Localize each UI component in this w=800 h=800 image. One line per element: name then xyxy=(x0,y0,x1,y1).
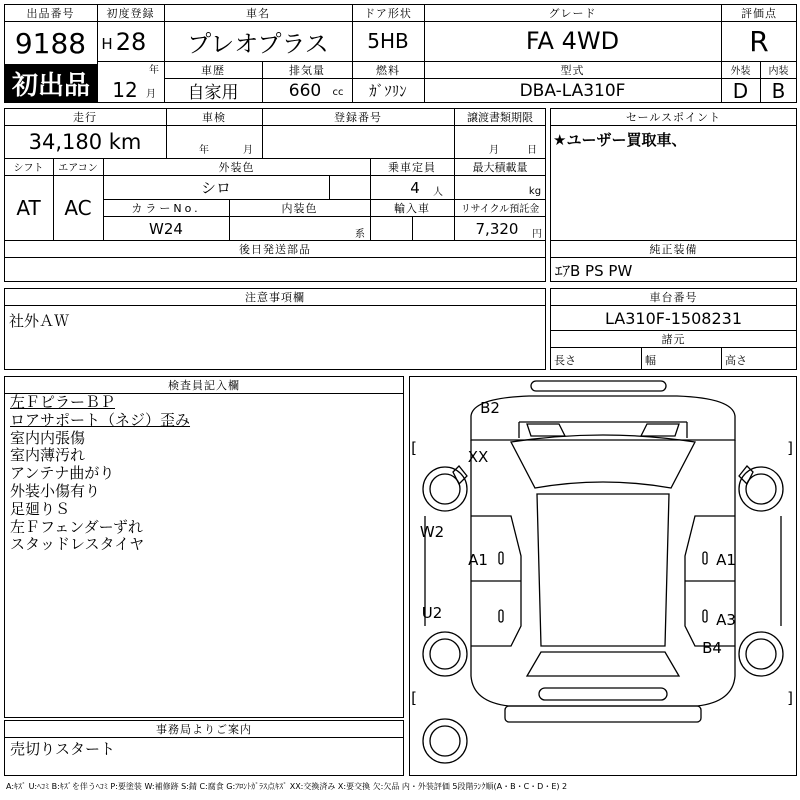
mileage: 34,180 km xyxy=(28,130,142,154)
recycle-unit: 円 xyxy=(532,228,542,240)
interior-label: 内装 xyxy=(768,66,789,77)
recycle-label: リサイクル預託金 xyxy=(460,204,540,215)
displacement: 660 xyxy=(288,80,322,101)
car-name: プレオプラス xyxy=(187,29,329,58)
lot-no-label: 出品番号 xyxy=(26,6,75,20)
max-load-label: 最大積載量 xyxy=(472,160,528,174)
specs-label: 諸元 xyxy=(661,332,686,346)
damage-mark: XX xyxy=(467,448,489,466)
bracket-right: ] xyxy=(787,690,793,706)
inspection-year-unit: 年 xyxy=(199,144,209,156)
int-color-label: 内装色 xyxy=(281,201,318,215)
equipment-label: 純正装備 xyxy=(649,242,698,256)
displacement-label: 排気量 xyxy=(289,63,325,77)
door-label: ドア形状 xyxy=(364,6,412,20)
damage-mark: A1 xyxy=(716,551,736,569)
exterior-label: 外装 xyxy=(730,66,751,77)
mileage-label: 走行 xyxy=(73,110,97,124)
model: DBA-LA310F xyxy=(519,80,626,101)
recycle-fee: 7,320 xyxy=(475,219,519,238)
color-no-label: カラーNo. xyxy=(131,201,201,215)
car-outline xyxy=(409,376,797,776)
damage-mark: U2 xyxy=(421,604,443,622)
first-listing-badge: 初出品 xyxy=(5,64,97,102)
inspection-label: 車検 xyxy=(202,110,226,124)
score-label: 評価点 xyxy=(741,6,777,20)
model-label: 型式 xyxy=(560,63,585,77)
grade-label: グレード xyxy=(548,6,597,20)
inspector-item: 左Ｆフェンダーずれ xyxy=(10,517,143,536)
office-label: 事務局よりご案内 xyxy=(156,722,252,736)
capacity-unit: 人 xyxy=(433,186,443,198)
inspector-item: 室内内張傷 xyxy=(10,428,86,447)
exterior-grade: D xyxy=(732,79,749,102)
doc-month-unit: 月 xyxy=(489,144,499,156)
bracket-left: [ xyxy=(411,440,417,456)
width-label: 幅 xyxy=(645,354,656,367)
length-label: 長さ xyxy=(554,354,576,367)
doc-deadline-label: 譲渡書類期限 xyxy=(467,110,533,124)
bracket-left: [ xyxy=(411,690,417,706)
damage-mark: B4 xyxy=(702,639,722,657)
import-label: 輸入車 xyxy=(394,201,430,215)
capacity-label: 乗車定員 xyxy=(388,160,436,174)
color-no: W24 xyxy=(149,219,183,238)
era: H xyxy=(101,35,113,53)
doc-day-unit: 日 xyxy=(527,144,537,156)
damage-mark: W2 xyxy=(419,523,445,541)
lot-no: 9188 xyxy=(14,26,87,60)
inspector-label: 検査員記入欄 xyxy=(168,378,240,392)
reg-no-label: 登録番号 xyxy=(334,110,382,124)
month-unit: 月 xyxy=(146,88,156,100)
inspector-item: アンテナ曲がり xyxy=(10,464,115,483)
ext-color: シロ xyxy=(200,179,231,197)
inspector-item: スタッドレスタイヤ xyxy=(10,535,145,554)
first-reg-label: 初度登録 xyxy=(106,6,155,20)
inspector-item: 室内薄汚れ xyxy=(10,446,86,465)
capacity: 4 xyxy=(410,178,420,197)
car-name-label: 車名 xyxy=(246,6,270,20)
score: R xyxy=(749,24,769,58)
fuel: ｶﾞｿﾘﾝ xyxy=(369,82,407,100)
bracket-right: ] xyxy=(787,440,793,456)
first-reg-month: 12 xyxy=(112,78,138,102)
inspector-item: 左ＦピラーＢＰ xyxy=(10,393,116,411)
sales-point: ★ユーザー買取車、 xyxy=(553,130,687,149)
shift-label: シフト xyxy=(13,163,44,174)
shift: AT xyxy=(16,196,41,220)
int-color-unit: 系 xyxy=(355,228,365,240)
inspector-item: 足廻りＳ xyxy=(10,499,71,518)
interior-grade: B xyxy=(771,79,786,102)
ext-color-label: 外装色 xyxy=(218,160,255,174)
year-unit: 年 xyxy=(149,64,159,76)
ac-label: エアコン xyxy=(58,163,98,174)
ac: AC xyxy=(64,196,92,220)
first-reg-year: 28 xyxy=(115,28,147,56)
inspector-list xyxy=(10,394,190,554)
equipment: ｴｱB PS PW xyxy=(555,261,633,280)
chassis-number: LA310F-1508231 xyxy=(605,308,742,328)
office-text: 売切りスタート xyxy=(10,739,116,758)
grade: FA 4WD xyxy=(525,27,620,55)
height-label: 高さ xyxy=(725,354,747,367)
history-label: 車歴 xyxy=(201,63,225,77)
legend-text: A:ｷｽﾞ U:ﾍｺﾐ B:ｷｽﾞを伴うﾍｺﾐ P:要塗装 W:補修跡 S:錆 C:腐食 G:ﾌﾛﾝﾄｶﾞﾗｽ点ｷｽﾞ XX:交換済み X:要交換 欠:欠品 内・外装評価 5段階ﾗﾝｸ順(A・B・C・D・E) 2 xyxy=(6,782,568,791)
damage-mark: A3 xyxy=(716,611,736,629)
chassis-label: 車台番号 xyxy=(649,290,698,304)
inspection-month-unit: 月 xyxy=(243,144,253,156)
max-load-unit: kg xyxy=(528,185,542,197)
notes-text: 社外ＡＷ xyxy=(9,311,70,330)
later-parts-label: 後日発送部品 xyxy=(239,242,311,256)
inspector-item: 外装小傷有り xyxy=(10,481,101,500)
damage-mark: B2 xyxy=(480,399,500,417)
fuel-label: 燃料 xyxy=(376,63,400,77)
displacement-unit: cc xyxy=(332,86,344,98)
notes-label: 注意事項欄 xyxy=(245,290,305,304)
door-type: 5HB xyxy=(367,29,409,53)
inspector-item: ロアサポート（ネジ）歪み xyxy=(10,410,191,429)
history: 自家用 xyxy=(187,83,239,102)
sales-point-label: セールスポイント xyxy=(625,110,721,124)
damage-mark: A1 xyxy=(468,551,488,569)
